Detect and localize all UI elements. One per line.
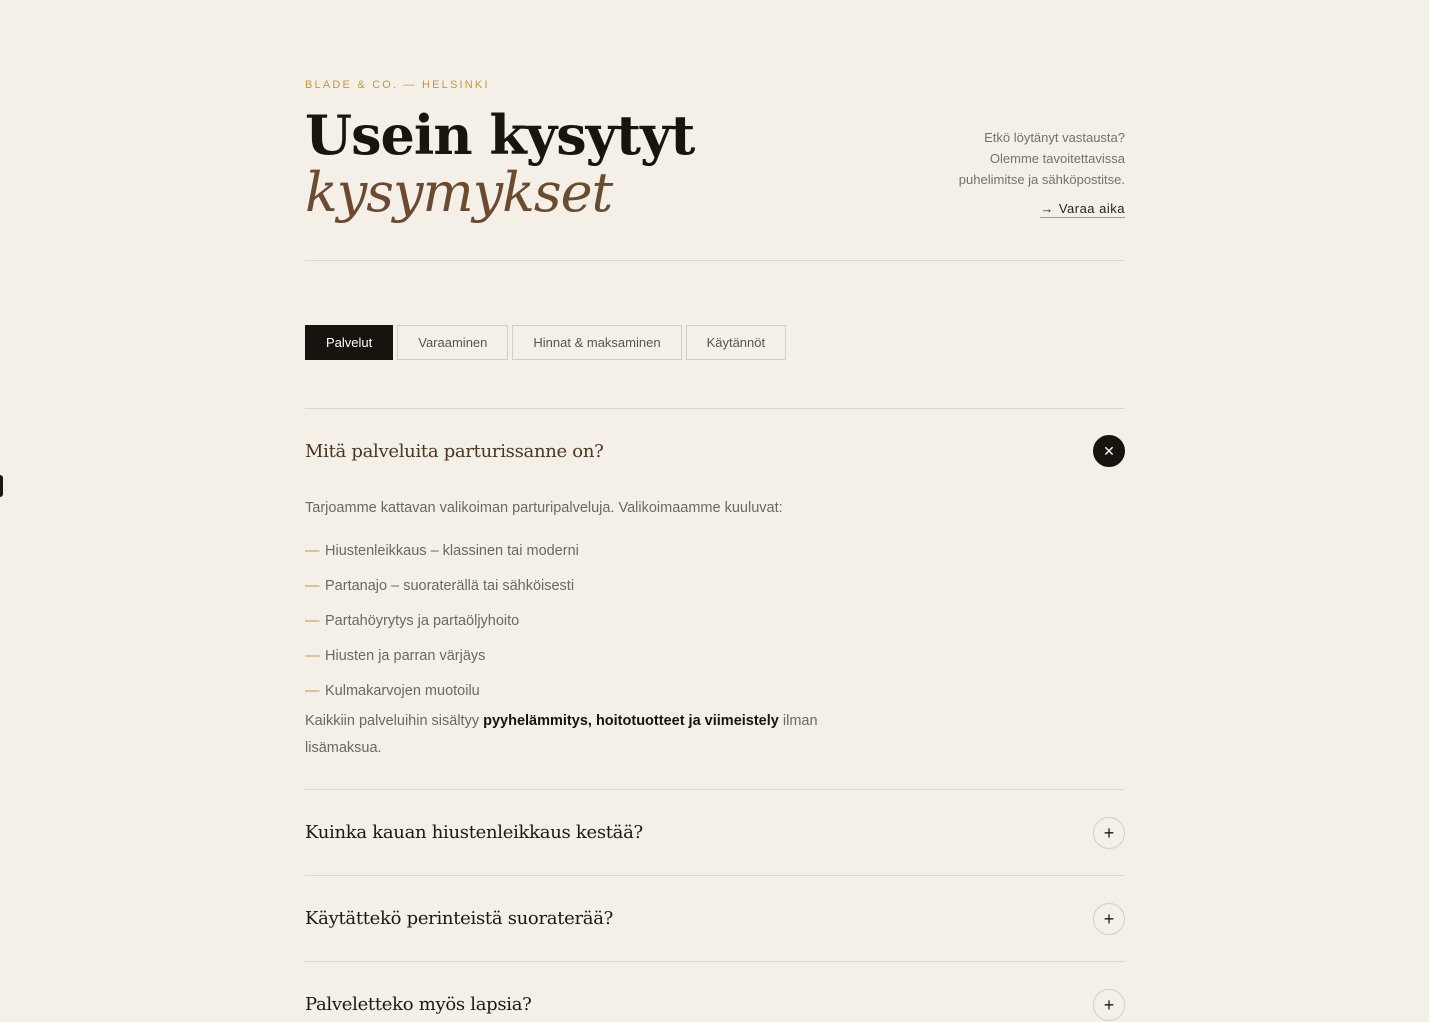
side-drawer-handle[interactable] bbox=[0, 475, 3, 497]
service-list bbox=[305, 542, 1125, 717]
faq-question-header[interactable] bbox=[305, 962, 1125, 1022]
list-item-text: Hiusten ja parran värjäys bbox=[325, 648, 486, 664]
dash-icon: — bbox=[305, 543, 320, 559]
outro-text: ilman lisämaksua. bbox=[305, 713, 818, 756]
faq-question: Mitä palveluita parturissanne on? bbox=[305, 440, 604, 462]
dash-icon: — bbox=[305, 648, 320, 664]
book-link-label: Varaa aika bbox=[1058, 201, 1125, 216]
arrow-right-icon: → bbox=[1040, 201, 1054, 216]
category-tabs bbox=[305, 325, 786, 360]
plus-icon[interactable]: + bbox=[1093, 989, 1125, 1021]
faq-question: Kuinka kauan hiustenleikkaus kestää? bbox=[305, 822, 643, 843]
outro-highlight: pyyhelämmitys, hoitotuotteet ja viimeistely bbox=[483, 713, 779, 729]
list-item bbox=[305, 542, 1125, 577]
faq-answer bbox=[305, 493, 1125, 762]
contact-note bbox=[865, 127, 1125, 190]
faq-item bbox=[305, 961, 1125, 1022]
faq-question: Käytättekö perinteistä suoraterää? bbox=[305, 908, 613, 929]
page-title: Usein kysytyt bbox=[305, 103, 695, 167]
tab-hinnat-maksaminen[interactable]: Hinnat & maksaminen bbox=[512, 325, 681, 360]
list-item bbox=[305, 612, 1125, 647]
contact-line: Olemme tavoitettavissa bbox=[989, 151, 1125, 166]
list-item-text: Partahöyrytys ja partaöljyhoito bbox=[325, 613, 520, 629]
brand-eyebrow: BLADE & CO. — HELSINKI bbox=[305, 79, 490, 91]
plus-icon[interactable]: + bbox=[1093, 903, 1125, 935]
faq-question: Palveletteko myös lapsia? bbox=[305, 994, 532, 1015]
tab-varaaminen[interactable]: Varaaminen bbox=[397, 325, 508, 360]
plus-icon[interactable]: + bbox=[1093, 817, 1125, 849]
outro-text: Kaikkiin palveluihin sisältyy bbox=[305, 713, 484, 729]
answer-outro bbox=[305, 708, 865, 762]
faq-question-header[interactable] bbox=[305, 790, 1125, 875]
list-item-text: Partanajo – suoraterällä tai sähköisesti bbox=[325, 578, 575, 594]
close-icon[interactable]: ✕ bbox=[1093, 435, 1125, 467]
faq-item bbox=[305, 875, 1125, 961]
list-item-text: Kulmakarvojen muotoilu bbox=[325, 683, 480, 699]
list-item bbox=[305, 647, 1125, 682]
list-item bbox=[305, 577, 1125, 612]
contact-line: Etkö löytänyt vastausta? bbox=[984, 130, 1125, 145]
header-divider bbox=[305, 260, 1125, 261]
dash-icon: — bbox=[305, 613, 320, 629]
dash-icon: — bbox=[305, 683, 320, 699]
faq-question-header[interactable] bbox=[305, 876, 1125, 961]
faq-question-header[interactable] bbox=[305, 409, 1125, 493]
tab-palvelut[interactable]: Palvelut bbox=[305, 325, 393, 360]
faq-item bbox=[305, 408, 1125, 789]
dash-icon: — bbox=[305, 578, 320, 594]
answer-intro: Tarjoamme kattavan valikoiman parturipalveluja. Valikoimaamme kuuluvat: bbox=[305, 500, 783, 516]
page-title-italic: kysymykset bbox=[305, 161, 613, 224]
list-item-text: Hiustenleikkaus – klassinen tai moderni bbox=[325, 543, 579, 559]
faq-item bbox=[305, 789, 1125, 875]
contact-line: puhelimitse ja sähköpostitse. bbox=[958, 172, 1125, 187]
tab-kaytannot[interactable]: Käytännöt bbox=[686, 325, 787, 360]
faq-list bbox=[305, 408, 1125, 1022]
book-appointment-link[interactable] bbox=[1040, 201, 1125, 218]
